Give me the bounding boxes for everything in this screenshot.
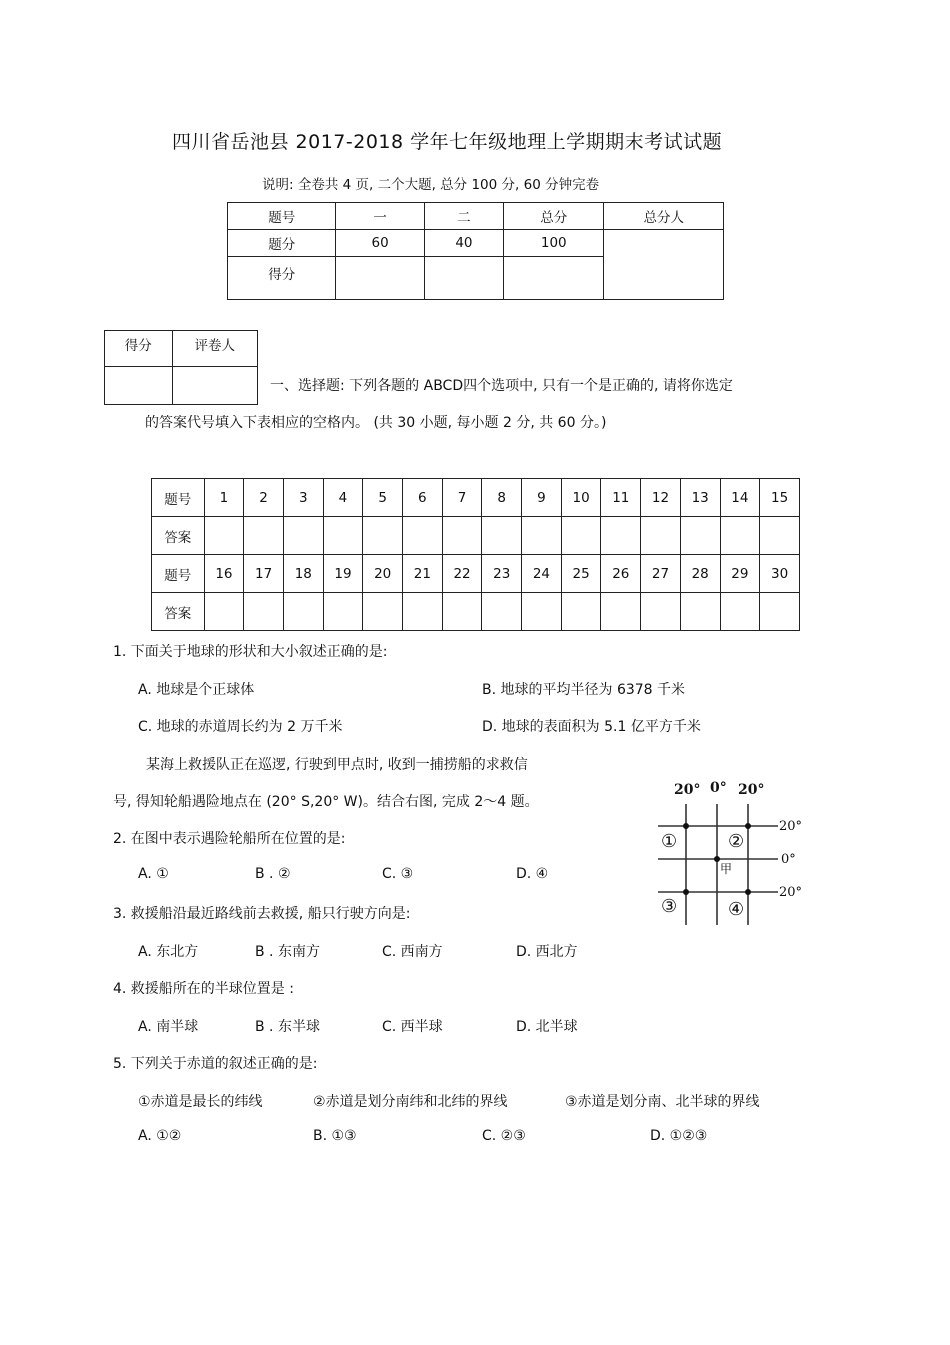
answer-cell[interactable]	[204, 593, 244, 631]
answer-cell[interactable]	[601, 593, 641, 631]
question-1-stem: 1. 下面关于地球的形状和大小叙述正确的是:	[113, 644, 388, 660]
grader-score-cell[interactable]	[105, 367, 173, 405]
question-number: 29	[720, 555, 760, 593]
question-2-option-b: B . ②	[255, 866, 291, 882]
answer-label: 答案	[152, 517, 205, 555]
question-number: 17	[244, 555, 284, 593]
label-top-left: 20°	[674, 782, 701, 798]
question-number-label: 题号	[152, 555, 205, 593]
passage-line-1: 某海上救援队正在巡逻, 行驶到甲点时, 收到一捕捞船的求救信	[146, 757, 528, 773]
answer-cell[interactable]	[442, 593, 482, 631]
question-number: 14	[720, 479, 760, 517]
question-4-option-b: B . 东半球	[255, 1019, 320, 1035]
question-2-option-c: C. ③	[382, 866, 414, 882]
answer-cell[interactable]	[244, 593, 284, 631]
answer-cell[interactable]	[363, 593, 403, 631]
question-4-option-a: A. 南半球	[138, 1019, 199, 1035]
question-number-label: 题号	[152, 479, 205, 517]
question-1-option-b: B. 地球的平均半径为 6378 千米	[482, 682, 686, 698]
question-number: 9	[522, 479, 562, 517]
label-right-mid: 0°	[781, 852, 796, 867]
latitude-longitude-grid-diagram	[650, 770, 820, 930]
question-number: 1	[204, 479, 244, 517]
score-obtained-cell[interactable]	[504, 257, 604, 300]
score-header-cell: 题号	[228, 203, 336, 230]
label-top-right: 20°	[738, 782, 765, 798]
question-4-stem: 4. 救援船所在的半球位置是 :	[113, 981, 294, 997]
question-number: 4	[323, 479, 363, 517]
point-2-label: ②	[728, 831, 745, 852]
question-1-option-d: D. 地球的表面积为 5.1 亿平方千米	[482, 719, 701, 735]
question-number: 21	[403, 555, 443, 593]
point-dot	[683, 889, 689, 895]
question-4-option-c: C. 西半球	[382, 1019, 443, 1035]
question-number: 2	[244, 479, 284, 517]
score-obtained-cell[interactable]	[424, 257, 503, 300]
question-5-option-a: A. ①②	[138, 1128, 182, 1144]
total-grader-cell[interactable]	[604, 230, 724, 300]
question-2-option-a: A. ①	[138, 866, 169, 882]
answer-cell[interactable]	[204, 517, 244, 555]
question-2-stem: 2. 在图中表示遇险轮船所在位置的是:	[113, 831, 346, 847]
grader-name-cell[interactable]	[172, 367, 257, 405]
answer-cell[interactable]	[522, 517, 562, 555]
answer-cell[interactable]	[680, 517, 720, 555]
question-number: 23	[482, 555, 522, 593]
answer-cell[interactable]	[720, 517, 760, 555]
question-number: 15	[760, 479, 800, 517]
question-number: 16	[204, 555, 244, 593]
question-5-statement-1: ①赤道是最长的纬线	[138, 1094, 263, 1110]
score-header-cell: 二	[424, 203, 503, 230]
point-dot	[745, 889, 751, 895]
score-obtained-cell[interactable]	[336, 257, 424, 300]
question-number: 19	[323, 555, 363, 593]
point-3-label: ③	[661, 896, 678, 917]
question-5-statement-2: ②赤道是划分南纬和北纬的界线	[313, 1094, 508, 1110]
section-one-heading: 一、选择题: 下列各题的 ABCD四个选项中, 只有一个是正确的, 请将你选定	[270, 378, 733, 394]
question-number: 25	[561, 555, 601, 593]
exam-instructions: 说明: 全卷共 4 页, 二个大题, 总分 100 分, 60 分钟完卷	[262, 177, 600, 193]
question-number: 13	[680, 479, 720, 517]
answer-cell[interactable]	[323, 593, 363, 631]
question-5-statement-3: ③赤道是划分南、北半球的界线	[565, 1094, 760, 1110]
answer-cell[interactable]	[522, 593, 562, 631]
passage-line-2: 号, 得知轮船遇险地点在 (20° S,20° W)。结合右图, 完成 2～4 题。	[113, 794, 539, 810]
question-number: 27	[641, 555, 681, 593]
score-points-cell: 60	[336, 230, 424, 257]
page-title: 四川省岳池县 2017-2018 学年七年级地理上学期期末考试试题	[172, 131, 723, 153]
answer-cell[interactable]	[323, 517, 363, 555]
question-5-option-c: C. ②③	[482, 1128, 526, 1144]
question-number: 5	[363, 479, 403, 517]
answer-cell[interactable]	[760, 593, 800, 631]
answer-cell[interactable]	[482, 593, 522, 631]
score-header-cell: 总分	[504, 203, 604, 230]
question-number: 6	[403, 479, 443, 517]
grader-name-label: 评卷人	[172, 331, 257, 367]
question-number: 12	[641, 479, 681, 517]
section-one-instruction: 的答案代号填入下表相应的空格内。 (共 30 小题, 每小题 2 分, 共 60 分。)	[145, 415, 607, 431]
question-number: 18	[283, 555, 323, 593]
answer-cell[interactable]	[561, 593, 601, 631]
question-number: 20	[363, 555, 403, 593]
answer-cell[interactable]	[720, 593, 760, 631]
grader-score-label: 得分	[105, 331, 173, 367]
point-4-label: ④	[728, 899, 745, 920]
score-header-cell: 一	[336, 203, 424, 230]
answer-cell[interactable]	[482, 517, 522, 555]
answer-cell[interactable]	[641, 517, 681, 555]
score-points-cell: 100	[504, 230, 604, 257]
question-2-option-d: D. ④	[516, 866, 549, 882]
point-1-label: ①	[661, 831, 678, 852]
question-3-stem: 3. 救援船沿最近路线前去救援, 船只行驶方向是:	[113, 906, 411, 922]
question-5-option-d: D. ①②③	[650, 1128, 708, 1144]
question-3-option-a: A. 东北方	[138, 944, 199, 960]
answer-cell[interactable]	[363, 517, 403, 555]
point-dot	[683, 823, 689, 829]
answer-cell[interactable]	[403, 517, 443, 555]
grader-box	[104, 330, 258, 405]
question-number: 22	[442, 555, 482, 593]
question-number: 3	[283, 479, 323, 517]
question-number: 28	[680, 555, 720, 593]
question-number: 8	[482, 479, 522, 517]
answer-cell[interactable]	[760, 517, 800, 555]
score-points-label: 题分	[228, 230, 336, 257]
score-obtained-label: 得分	[228, 257, 336, 300]
score-points-cell: 40	[424, 230, 503, 257]
point-dot	[745, 823, 751, 829]
score-header-cell: 总分人	[604, 203, 724, 230]
answer-cell[interactable]	[641, 593, 681, 631]
answer-cell[interactable]	[283, 517, 323, 555]
label-right-top: 20°	[779, 819, 803, 834]
answer-cell[interactable]	[601, 517, 641, 555]
answer-cell[interactable]	[442, 517, 482, 555]
answer-cell[interactable]	[561, 517, 601, 555]
question-3-option-c: C. 西南方	[382, 944, 443, 960]
question-number: 26	[601, 555, 641, 593]
question-number: 10	[561, 479, 601, 517]
question-1-option-c: C. 地球的赤道周长约为 2 万千米	[138, 719, 343, 735]
question-4-option-d: D. 北半球	[516, 1019, 578, 1035]
answer-label: 答案	[152, 593, 205, 631]
question-number: 24	[522, 555, 562, 593]
answer-cell[interactable]	[283, 593, 323, 631]
question-3-option-b: B . 东南方	[255, 944, 320, 960]
question-number: 11	[601, 479, 641, 517]
answer-cell[interactable]	[680, 593, 720, 631]
label-right-bottom: 20°	[779, 885, 803, 900]
answer-cell[interactable]	[244, 517, 284, 555]
question-5-option-b: B. ①③	[313, 1128, 357, 1144]
answer-cell[interactable]	[403, 593, 443, 631]
question-number: 7	[442, 479, 482, 517]
label-top-mid: 0°	[710, 780, 727, 796]
point-jia-label: 甲	[720, 862, 733, 876]
question-5-stem: 5. 下列关于赤道的叙述正确的是:	[113, 1056, 318, 1072]
question-1-option-a: A. 地球是个正球体	[138, 682, 255, 698]
answer-sheet-table	[151, 478, 800, 631]
question-3-option-d: D. 西北方	[516, 944, 578, 960]
question-number: 30	[760, 555, 800, 593]
score-summary-table	[227, 202, 724, 300]
